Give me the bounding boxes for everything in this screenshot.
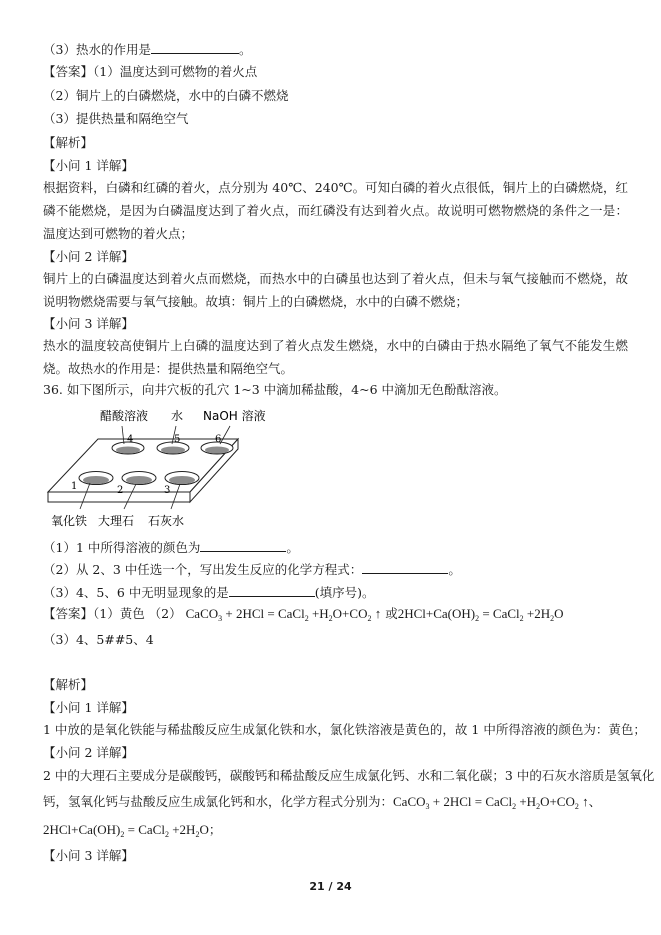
- well-2: [122, 472, 156, 485]
- sub2-explanation: 铜片上的白磷温度达到着火点而燃烧，而热水中的白磷虽也达到了着火点，但未与氧气接触而不燃烧，故说明物燃烧需要与氧气接触。故填：铜片上的白磷燃烧，水中的白磷不燃烧；: [43, 271, 628, 309]
- q36-part3: （3）4、5、6 中无明显现象的是 (填序号)。: [43, 585, 375, 600]
- label-limewater: 石灰水: [148, 514, 185, 528]
- well-1: [79, 472, 113, 485]
- label-iron-oxide: 氧化铁: [51, 514, 88, 528]
- well-number: 2: [117, 485, 124, 496]
- question-36-stem: 36. 如下图所示，向井穴板的孔穴 1~3 中滴加稀盐酸，4~6 中滴加无色酚酞溶液。: [43, 382, 507, 397]
- analysis-heading: 【解析】: [43, 677, 94, 692]
- well-number: 5: [174, 434, 181, 445]
- label-water: 水: [171, 409, 184, 423]
- sub2-explanation: 钙，氢氧化钙与盐酸反应生成氯化钙和水，化学方程式分别为：CaCO$_3$ + 2HCl = CaCl$_2$ $+H_2O+CO_2$ ↑、: [43, 794, 602, 811]
- well-3: [165, 472, 199, 485]
- well-number: 6: [215, 434, 222, 445]
- well-plate-diagram: [40, 404, 266, 529]
- sub2-explanation: $2HCl+Ca(OH)_2$ = CaCl$_2$ $+2H_2O$；: [43, 822, 222, 839]
- sub-question-title: 【小问 2 详解】: [43, 745, 134, 760]
- analysis-heading: 【解析】: [43, 135, 94, 150]
- answer-line: （3）提供热量和隔绝空气: [43, 111, 189, 126]
- equation-caoh2-hcl: $2HCl+Ca(OH)_2$ = CaCl$_2$ $+2H_2O$: [397, 606, 564, 623]
- answer-blank: [200, 538, 286, 552]
- equation-caoh2-hcl: $2HCl+Ca(OH)_2$ = CaCl$_2$ $+2H_2O$: [43, 822, 209, 839]
- sub-question-title: 【小问 1 详解】: [43, 700, 134, 715]
- label-marble: 大理石: [98, 514, 135, 528]
- sub2-explanation: 2 中的大理石主要成分是碳酸钙，碳酸钙和稀盐酸反应生成氯化钙、水和二氧化碳；3 中的石灰水溶质是氢氧化: [43, 768, 655, 783]
- answer-line: 【答案】（1）温度达到可燃物的着火点: [43, 64, 258, 79]
- sub-question-title: 【小问 3 详解】: [43, 316, 134, 331]
- equation-caco3-hcl: CaCO$_3$ + 2HCl = CaCl$_2$ $+H_2O+CO_2$ ↑: [185, 606, 382, 623]
- well-5: [157, 442, 189, 454]
- q3-question: （3）热水的作用是 。: [43, 42, 252, 57]
- well-number: 1: [71, 481, 78, 492]
- sub-question-title: 【小问 3 详解】: [43, 848, 134, 863]
- sub1-explanation: 根据资料，白磷和红磷的着火，点分别为 40℃、240℃。可知白磷的着火点很低，铜片上的白磷燃烧，红磷不能燃烧，是因为白磷温度达到了着火点，而红磷没有达到着火点。故说明可燃物燃烧的条件之一是：温度达到可燃物的着火点；: [43, 180, 628, 241]
- page-number: 21 / 24: [309, 880, 352, 893]
- q36-answer: 【答案】（1）黄色 （2） CaCO$_3$ + 2HCl = CaCl$_2$ $+H_2O+CO_2$ ↑ 或$2HCl+Ca(OH)_2$ = CaCl$_2$ $+2H_2O$: [43, 606, 564, 623]
- answer-line: （2）铜片上的白磷燃烧，水中的白磷不燃烧: [43, 88, 289, 103]
- label-naoh: NaOH 溶液: [203, 409, 266, 423]
- answer-blank: [151, 40, 239, 54]
- q36-part1: （1）1 中所得溶液的颜色为 。: [43, 540, 299, 555]
- sub-question-title: 【小问 2 详解】: [43, 249, 134, 264]
- equation-caco3-hcl: CaCO$_3$ + 2HCl = CaCl$_2$ $+H_2O+CO_2$ ↑: [393, 794, 589, 811]
- well-number: 3: [164, 485, 171, 496]
- answer-blank: [362, 560, 448, 574]
- sub1-explanation: 1 中放的是氧化铁能与稀盐酸反应生成氯化铁和水，氯化铁溶液是黄色的，故 1 中所得溶液的颜色为：黄色；: [43, 722, 646, 737]
- sub3-explanation: 热水的温度较高使铜片上白磷的温度达到了着火点发生燃烧，水中的白磷由于热水隔绝了氧气不能发生燃烧。故热水的作用是：提供热量和隔绝空气。: [43, 338, 628, 376]
- q36-part2: （2）从 2、3 中任选一个，写出发生反应的化学方程式： 。: [43, 562, 461, 577]
- answer-blank: [229, 583, 315, 597]
- sub-question-title: 【小问 1 详解】: [43, 158, 134, 173]
- well-number: 4: [127, 434, 134, 445]
- label-acetic-acid: 醋酸溶液: [100, 409, 149, 423]
- q36-answer-part3: （3）4、5##5、4: [43, 632, 154, 647]
